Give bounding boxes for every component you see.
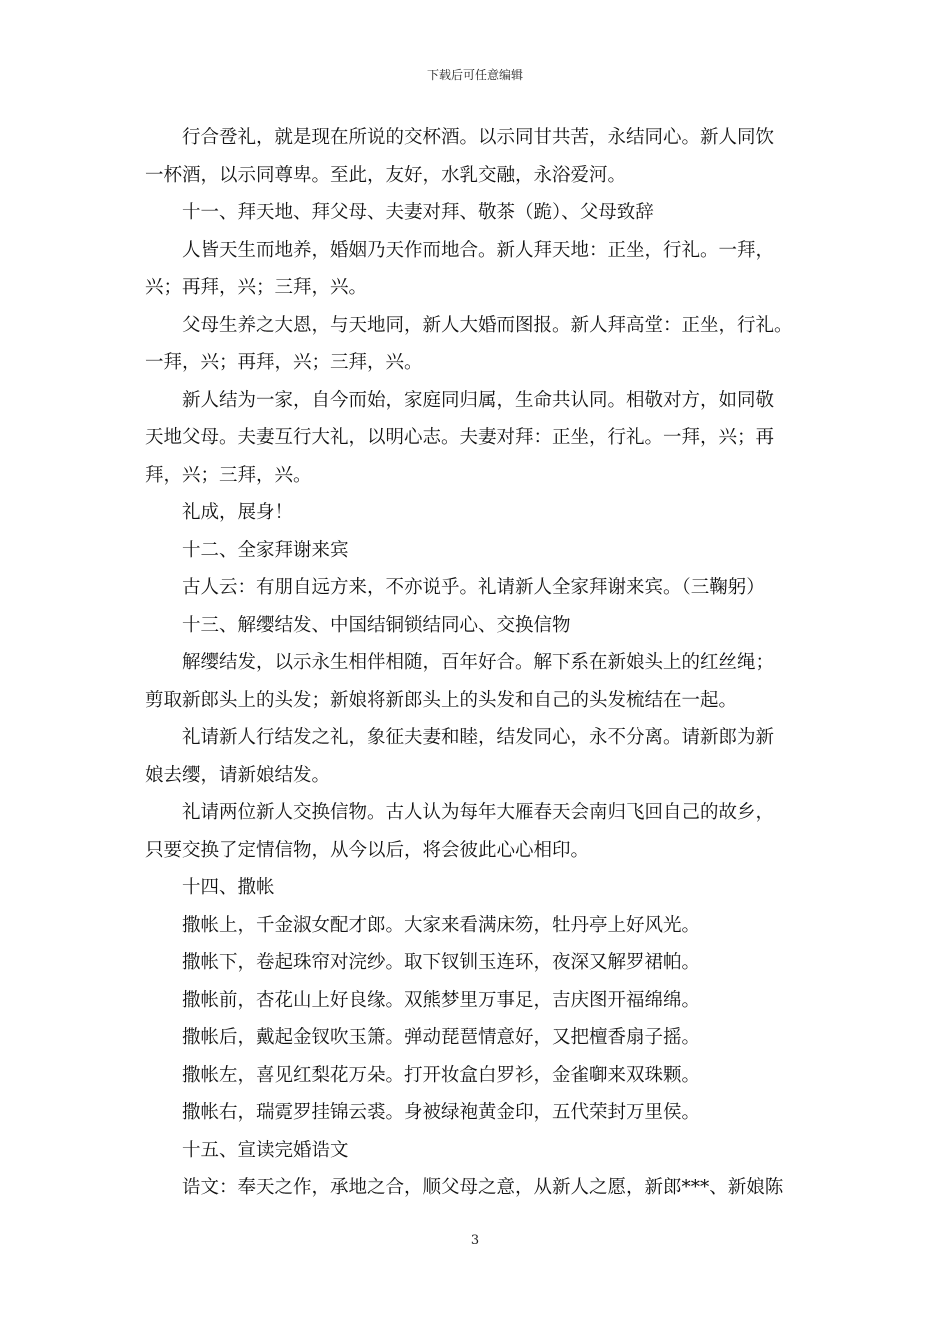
paragraph (145, 119, 811, 194)
paragraph-line: 兴；再拜，兴；三拜，兴。 (145, 277, 368, 298)
document-body (145, 119, 811, 1207)
paragraph-line: 十二、全家拜谢来宾 (182, 539, 349, 561)
paragraph (145, 1169, 811, 1207)
paragraph-line: 行合卺礼，就是现在所说的交杯酒。以示同甘共苦，永结同心。新人同饮 (182, 127, 775, 148)
paragraph-line: 父母生养之大恩，与天地同，新人大婚而图报。新人拜高堂：正坐，行礼。 (182, 314, 793, 336)
paragraph (145, 1132, 811, 1170)
paragraph-line: 一拜，兴；再拜，兴；三拜，兴。 (145, 352, 423, 373)
paragraph-line: 一杯酒，以示同尊卑。至此，友好，水乳交融，永浴爱河。 (145, 164, 627, 186)
paragraph (145, 194, 811, 232)
paragraph-line: 十三、解缨结发、中国结铜锁结同心、交换信物 (182, 614, 571, 636)
paragraph (145, 869, 811, 907)
paragraph-line: 撒帐右，瑞霓罗挂锦云裘。身被绿袍黄金印，五代荣封万里侯。 (182, 1102, 701, 1123)
paragraph-line: 礼请新人行结发之礼，象征夫妻和睦，结发同心，永不分离。请新郎为新 (182, 727, 775, 748)
paragraph (145, 532, 811, 570)
paragraph-line: 人皆天生而地养，婚姻乃天作而地合。新人拜天地：正坐，行礼。一拜， (182, 239, 775, 261)
paragraph (145, 982, 811, 1020)
paragraph-line: 解缨结发，以示永生相伴相随，百年好合。解下系在新娘头上的红丝绳； (182, 652, 775, 673)
paragraph (145, 569, 811, 607)
paragraph-line: 礼请两位新人交换信物。古人认为每年大雁春天会南归飞回自己的故乡， (182, 802, 775, 823)
page-header: 下载后可任意编辑 (426, 68, 523, 82)
paragraph-line: 撒帐下，卷起珠帘对浣纱。取下钗钏玉连环，夜深又解罗裙帕。 (182, 952, 701, 973)
paragraph-line: 诰文：奉天之作，承地之合，顺父母之意，从新人之愿，新郎***、新娘陈 (182, 1177, 784, 1198)
page-number: 3 (470, 1233, 480, 1248)
paragraph-line: 只要交换了定情信物，从今以后，将会彼此心心相印。 (145, 839, 590, 861)
paragraph-line: 古人云：有朋自远方来，不亦说乎。礼请新人全家拜谢来宾。（三鞠躬） (182, 577, 765, 598)
paragraph-line: 撒帐左，喜见红梨花万朵。打开妆盒白罗衫，金雀啣来双珠颗。 (182, 1064, 701, 1086)
paragraph (145, 794, 811, 869)
paragraph (145, 232, 811, 307)
paragraph (145, 382, 811, 495)
paragraph (145, 607, 811, 645)
paragraph-line: 十五、宣读完婚诰文 (182, 1139, 349, 1161)
paragraph (145, 944, 811, 982)
paragraph-line: 剪取新郎头上的头发；新娘将新郎头上的头发和自己的头发梳结在一起。 (145, 689, 738, 711)
paragraph-line: 娘去缨，请新娘结发。 (145, 764, 331, 786)
paragraph-line: 拜，兴；三拜，兴。 (145, 464, 312, 486)
paragraph (145, 719, 811, 794)
paragraph (145, 1019, 811, 1057)
paragraph (145, 907, 811, 945)
paragraph (145, 1094, 811, 1132)
paragraph (145, 644, 811, 719)
paragraph-line: 撒帐前，杏花山上好良缘。双熊梦里万事足，吉庆图开福绵绵。 (182, 989, 701, 1011)
paragraph-line: 撒帐上，千金淑女配才郎。大家来看满床笏，牡丹亭上好风光。 (182, 914, 701, 936)
paragraph-line: 撒帐后，戴起金钗吹玉箫。弹动琵琶情意好，又把檀香扇子摇。 (182, 1027, 701, 1048)
paragraph-line: 十一、拜天地、拜父母、夫妻对拜、敬茶（跪）、父母致辞 (182, 202, 654, 223)
paragraph-line: 天地父母。夫妻互行大礼，以明心志。夫妻对拜：正坐，行礼。一拜，兴；再 (145, 427, 775, 448)
paragraph (145, 494, 811, 532)
paragraph (145, 1057, 811, 1095)
paragraph-line: 新人结为一家，自今而始，家庭同归属，生命共认同。相敬对方，如同敬 (182, 389, 775, 411)
paragraph-line: 礼成，展身！ (182, 502, 294, 523)
paragraph-line: 十四、撒帐 (182, 877, 275, 898)
paragraph (145, 307, 811, 382)
